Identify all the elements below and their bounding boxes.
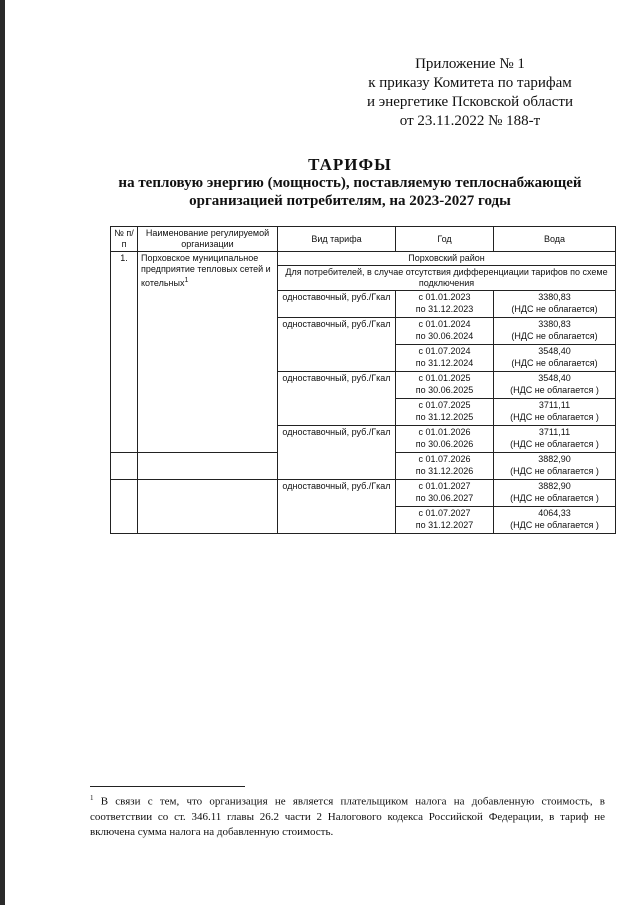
price-value: 3711,11 [538, 427, 571, 437]
period-from: с 01.07.2027 [418, 508, 471, 518]
tariff-kind-2024: одноставочный, руб./Гкал [278, 318, 396, 372]
period-cell [396, 318, 494, 345]
header-year: Год [396, 227, 494, 252]
vat-note: (НДС не облагается ) [510, 493, 599, 503]
header-water: Вода [494, 227, 616, 252]
period-cell [396, 507, 494, 534]
tariff-kind-2026: одноставочный, руб./Гкал [278, 426, 396, 480]
period-from: с 01.01.2024 [418, 319, 471, 329]
vat-note: (НДС не облагается) [511, 331, 598, 341]
period-cell [396, 453, 494, 480]
period-cell [396, 426, 494, 453]
price-value: 3380,83 [538, 292, 571, 302]
period-to: по 31.12.2025 [415, 412, 474, 422]
appendix-line-1: Приложение № 1 [415, 56, 525, 72]
period-from: с 01.07.2024 [418, 346, 471, 356]
footnote-mark: 1 [90, 794, 94, 802]
appendix-header [340, 55, 600, 131]
table-header-row [111, 227, 616, 252]
tariff-kind-2023: одноставочный, руб./Гкал [278, 291, 396, 318]
price-value: 3380,83 [538, 319, 571, 329]
vat-note: (НДС не облагается ) [510, 439, 599, 449]
period-cell [396, 480, 494, 507]
organization-empty [138, 453, 278, 480]
period-to: по 31.12.2026 [415, 466, 474, 476]
vat-note: (НДС не облагается ) [510, 385, 599, 395]
price-cell [494, 399, 616, 426]
appendix-line-3: и энергетике Псковской области [366, 94, 574, 110]
footnote-divider [90, 786, 245, 787]
footnote [90, 791, 605, 840]
appendix-line-4: от 23.11.2022 № 188-т [399, 113, 541, 129]
period-from: с 01.07.2026 [418, 454, 471, 464]
period-to: по 31.12.2023 [415, 304, 474, 314]
period-to: по 31.12.2024 [415, 358, 474, 368]
row-number-empty [111, 453, 138, 480]
period-to: по 30.06.2027 [415, 493, 474, 503]
price-cell [494, 372, 616, 399]
price-cell [494, 345, 616, 372]
tariff-kind-2025: одноставочный, руб./Гкал [278, 372, 396, 426]
table-row [111, 252, 616, 266]
price-cell [494, 507, 616, 534]
organization-empty [138, 480, 278, 534]
price-value: 3882,90 [538, 454, 571, 464]
period-to: по 31.12.2027 [415, 520, 474, 530]
period-to: по 30.06.2026 [415, 439, 474, 449]
period-cell [396, 291, 494, 318]
title-line-2: организацией потребителям, на 2023-2027 годы [189, 193, 511, 209]
period-cell [396, 372, 494, 399]
organization-cell [138, 252, 278, 453]
tariff-table [110, 226, 616, 534]
period-cell [396, 399, 494, 426]
price-cell [494, 291, 616, 318]
period-from: с 01.07.2025 [418, 400, 471, 410]
table-row [111, 480, 616, 507]
footnote-ref: 1 [184, 277, 189, 284]
price-value: 3548,40 [538, 373, 571, 383]
title-main: ТАРИФЫ [308, 155, 392, 174]
tariff-kind-2027: одноставочный, руб./Гкал [278, 480, 396, 534]
price-cell [494, 453, 616, 480]
vat-note: (НДС не облагается ) [510, 466, 599, 476]
period-from: с 01.01.2026 [418, 427, 471, 437]
vat-note: (НДС не облагается) [511, 358, 598, 368]
vat-note: (НДС не облагается ) [510, 412, 599, 422]
period-from: с 01.01.2027 [418, 481, 471, 491]
price-value: 3711,11 [538, 400, 571, 410]
price-cell [494, 426, 616, 453]
row-number: 1. [111, 252, 138, 453]
scan-edge [0, 0, 5, 905]
period-from: с 01.01.2023 [418, 292, 471, 302]
price-value: 4064,33 [538, 508, 571, 518]
appendix-line-2: к приказу Комитета по тарифам [368, 75, 572, 91]
vat-note: (НДС не облагается ) [510, 520, 599, 530]
price-value: 3548,40 [538, 346, 571, 356]
price-value: 3882,90 [538, 481, 571, 491]
header-org: Наименование регулируемой организации [138, 227, 278, 252]
consumers-note: Для потребителей, в случае отсутствия дифференциации тарифов по схеме подключения [278, 266, 616, 291]
price-cell [494, 318, 616, 345]
period-from: с 01.01.2025 [418, 373, 471, 383]
period-cell [396, 345, 494, 372]
title-line-1: на тепловую энергию (мощность), поставляемую теплоснабжающей [118, 175, 582, 191]
footnote-text: В связи с тем, что организация не является плательщиком налога на добавленную стоимость, в соответствии со ст. 346.11 главы 26.2 части 2 Налогового кодекса Российской Федерации, в тариф не включена сумма налога на добавленную стоимость. [90, 795, 606, 838]
document-title [60, 156, 640, 210]
period-to: по 30.06.2024 [415, 331, 474, 341]
row-number-empty [111, 480, 138, 534]
district-cell: Порховский район [278, 252, 616, 266]
price-cell [494, 480, 616, 507]
vat-note: (НДС не облагается) [511, 304, 598, 314]
period-to: по 30.06.2025 [415, 385, 474, 395]
header-num: № п/п [111, 227, 138, 252]
organization-name: Порховское муниципальное предприятие тепловых сетей и котельных [141, 253, 271, 288]
header-kind: Вид тарифа [278, 227, 396, 252]
